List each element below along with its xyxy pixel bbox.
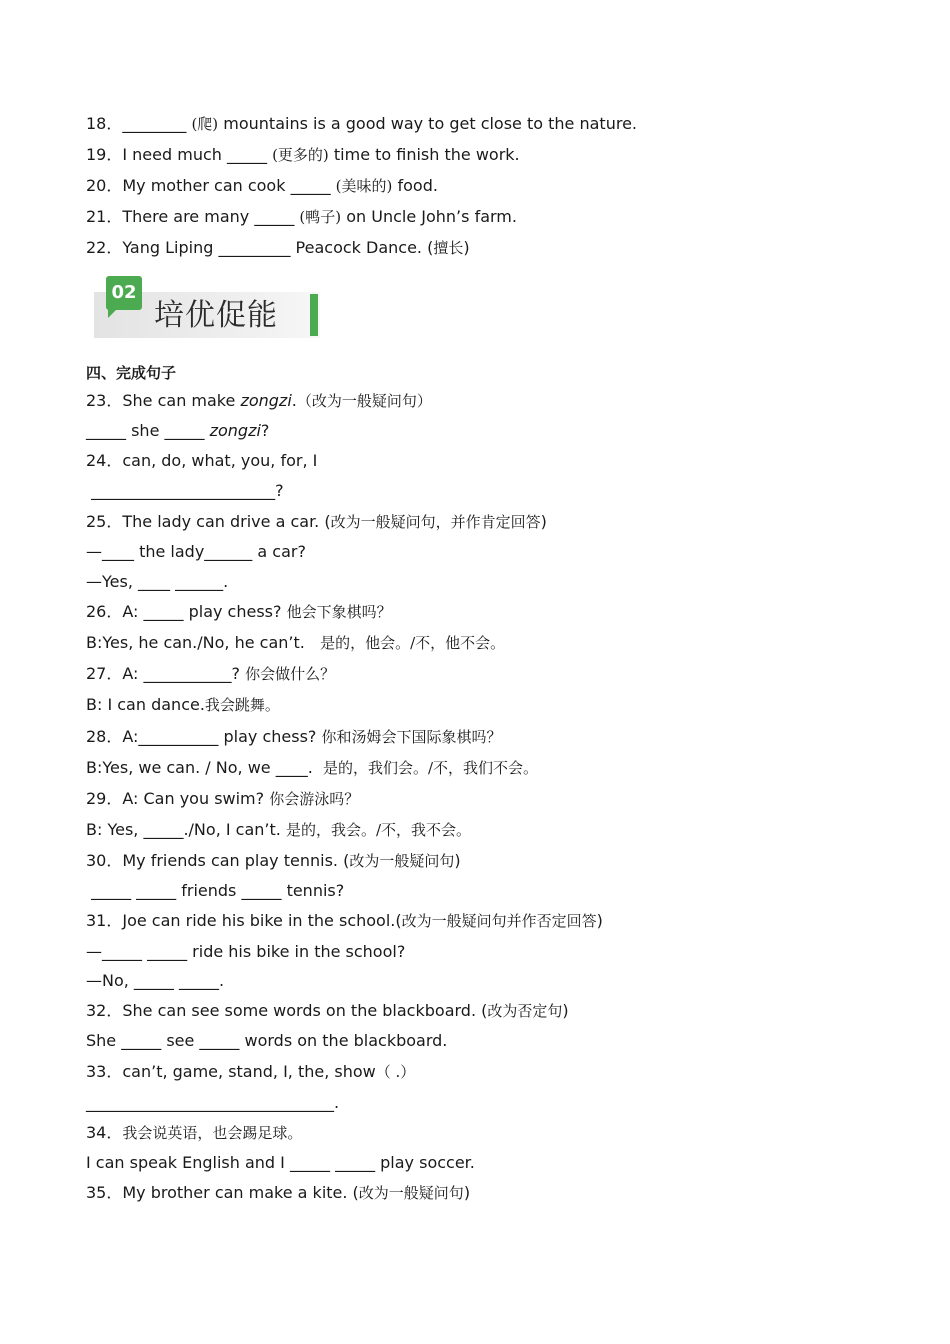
question-text: 32．She can see some words on the blackboard. ( bbox=[86, 1001, 488, 1020]
question-hint: 我会跳舞。 bbox=[204, 696, 280, 714]
question-line bbox=[86, 911, 603, 931]
question-hint: 改为一般疑问句 bbox=[358, 1184, 464, 1202]
question-hint: 他会下象棋吗？ bbox=[286, 603, 392, 621]
question-line bbox=[86, 789, 359, 809]
speech-bubble-tail-icon bbox=[108, 308, 118, 318]
question-line bbox=[86, 820, 471, 840]
question-line bbox=[86, 451, 317, 471]
question-text: 22．Yang Liping _________ Peacock Dance. ( bbox=[86, 238, 434, 257]
question-text: . bbox=[291, 391, 297, 410]
question-text: 24．can, do, what, you, for, I bbox=[86, 451, 318, 470]
question-text: 29．A: Can you swim? bbox=[86, 789, 270, 808]
question-text: 19．I need much _____ bbox=[86, 145, 273, 164]
question-line bbox=[86, 1062, 415, 1082]
question-line bbox=[86, 542, 306, 562]
question-hint: 改为一般疑问句，并作肯定回答 bbox=[330, 513, 541, 531]
question-line bbox=[86, 421, 269, 441]
question-line bbox=[86, 971, 224, 991]
question-line bbox=[86, 1183, 470, 1203]
question-line bbox=[86, 633, 505, 653]
question-text-tail: ) bbox=[540, 512, 547, 531]
question-text: —Yes, ____ ______. bbox=[86, 572, 229, 591]
question-text: _______________________________. bbox=[86, 1093, 340, 1112]
question-text-tail: food. bbox=[392, 176, 438, 195]
question-line bbox=[86, 391, 432, 411]
question-text-tail: ) bbox=[454, 851, 461, 870]
question-line bbox=[86, 602, 392, 622]
section-title: 四、完成句子 bbox=[86, 364, 177, 382]
question-text: 30．My friends can play tennis. ( bbox=[86, 851, 350, 870]
question-text: 25．The lady can drive a car. ( bbox=[86, 512, 331, 531]
question-19 bbox=[86, 145, 520, 165]
question-line bbox=[86, 727, 502, 747]
question-text: 35．My brother can make a kite. ( bbox=[86, 1183, 359, 1202]
question-line bbox=[86, 664, 335, 684]
question-text: _____ _____ friends _____ tennis? bbox=[86, 881, 345, 900]
question-hint: (爬) bbox=[191, 115, 219, 133]
question-hint: 是的，他会。/不，他不会。 bbox=[320, 634, 506, 652]
question-hint: 你和汤姆会下国际象棋吗？ bbox=[321, 728, 502, 746]
question-text: ? bbox=[260, 421, 270, 440]
question-text: I can speak English and I _____ _____ play soccer. bbox=[86, 1153, 475, 1172]
question-text-tail: mountains is a good way to get close to the nature. bbox=[218, 114, 637, 133]
question-text: 33．can’t, game, stand, I, the, show bbox=[86, 1062, 376, 1081]
question-text: 34． bbox=[86, 1123, 123, 1142]
question-22 bbox=[86, 238, 470, 258]
question-text: 28．A:__________ play chess? bbox=[86, 727, 322, 746]
question-text-tail: time to finish the work. bbox=[328, 145, 520, 164]
question-text: —_____ _____ ride his bike in the school? bbox=[86, 942, 406, 961]
question-18 bbox=[86, 114, 637, 134]
question-line bbox=[86, 1093, 339, 1113]
question-line bbox=[86, 1031, 447, 1051]
question-text-tail: ) bbox=[463, 1183, 471, 1202]
question-hint: 改为一般疑问句并作否定回答 bbox=[401, 912, 597, 930]
question-hint: 改为一般疑问句 bbox=[349, 852, 455, 870]
question-text: B:Yes, he can./No, he can’t. bbox=[86, 633, 321, 652]
question-text-tail: on Uncle John’s farm. bbox=[341, 207, 517, 226]
question-text-tail: ) bbox=[596, 911, 603, 930]
question-20 bbox=[86, 176, 438, 196]
question-hint: （改为一般疑问句） bbox=[296, 392, 432, 410]
question-text: 27．A: ___________? bbox=[86, 664, 246, 683]
question-text: 26．A: _____ play chess? bbox=[86, 602, 287, 621]
question-line bbox=[86, 851, 461, 871]
question-italic-text: zongzi bbox=[209, 421, 261, 440]
question-line bbox=[86, 512, 547, 532]
question-line bbox=[86, 572, 228, 592]
question-text: 31．Joe can ride his bike in the school.( bbox=[86, 911, 402, 930]
question-hint: （ .） bbox=[375, 1063, 416, 1081]
question-hint: (美味的) bbox=[335, 177, 393, 195]
question-text: 20．My mother can cook _____ bbox=[86, 176, 336, 195]
question-line bbox=[86, 881, 344, 901]
question-hint: 擅长 bbox=[433, 239, 464, 257]
question-text: —No, _____ _____. bbox=[86, 971, 225, 990]
question-hint: 是的，我会。/不，我不会。 bbox=[285, 821, 471, 839]
question-text: —____ the lady______ a car? bbox=[86, 542, 306, 561]
question-hint: 我会说英语，也会踢足球。 bbox=[122, 1124, 303, 1142]
question-21 bbox=[86, 207, 517, 227]
question-hint: 改为否定句 bbox=[487, 1002, 563, 1020]
question-text-tail: ) bbox=[463, 238, 470, 257]
banner-title: 培优促能 bbox=[154, 298, 278, 333]
question-hint: (更多的) bbox=[272, 146, 329, 164]
question-text: 18．________ bbox=[86, 114, 192, 133]
question-text: B: Yes, _____./No, I can’t. bbox=[86, 820, 286, 839]
banner-badge: 02 bbox=[106, 276, 142, 310]
question-text: 21．There are many _____ bbox=[86, 207, 300, 226]
question-line bbox=[86, 695, 280, 715]
question-text: She _____ see _____ words on the blackboard. bbox=[86, 1031, 448, 1050]
banner-accent-bar bbox=[310, 294, 318, 336]
question-text: B:Yes, we can. / No, we ____. bbox=[86, 758, 323, 777]
question-text: B: I can dance. bbox=[86, 695, 205, 714]
question-hint: 是的，我们会。/不，我们不会。 bbox=[322, 759, 539, 777]
question-hint: 你会做什么？ bbox=[245, 665, 336, 683]
question-italic-text: zongzi bbox=[240, 391, 292, 410]
question-text: _____ she _____ bbox=[86, 421, 210, 440]
question-line bbox=[86, 481, 284, 501]
question-line bbox=[86, 1153, 475, 1173]
question-line bbox=[86, 1123, 302, 1143]
question-text-tail: ) bbox=[562, 1001, 569, 1020]
question-line bbox=[86, 1001, 569, 1021]
question-hint: 你会游泳吗？ bbox=[269, 790, 360, 808]
section-banner bbox=[94, 276, 320, 340]
question-line bbox=[86, 942, 405, 962]
question-text: _______________________? bbox=[86, 481, 284, 500]
question-text: 23．She can make bbox=[86, 391, 241, 410]
question-hint: (鸭子) bbox=[299, 208, 342, 226]
question-line bbox=[86, 758, 538, 778]
